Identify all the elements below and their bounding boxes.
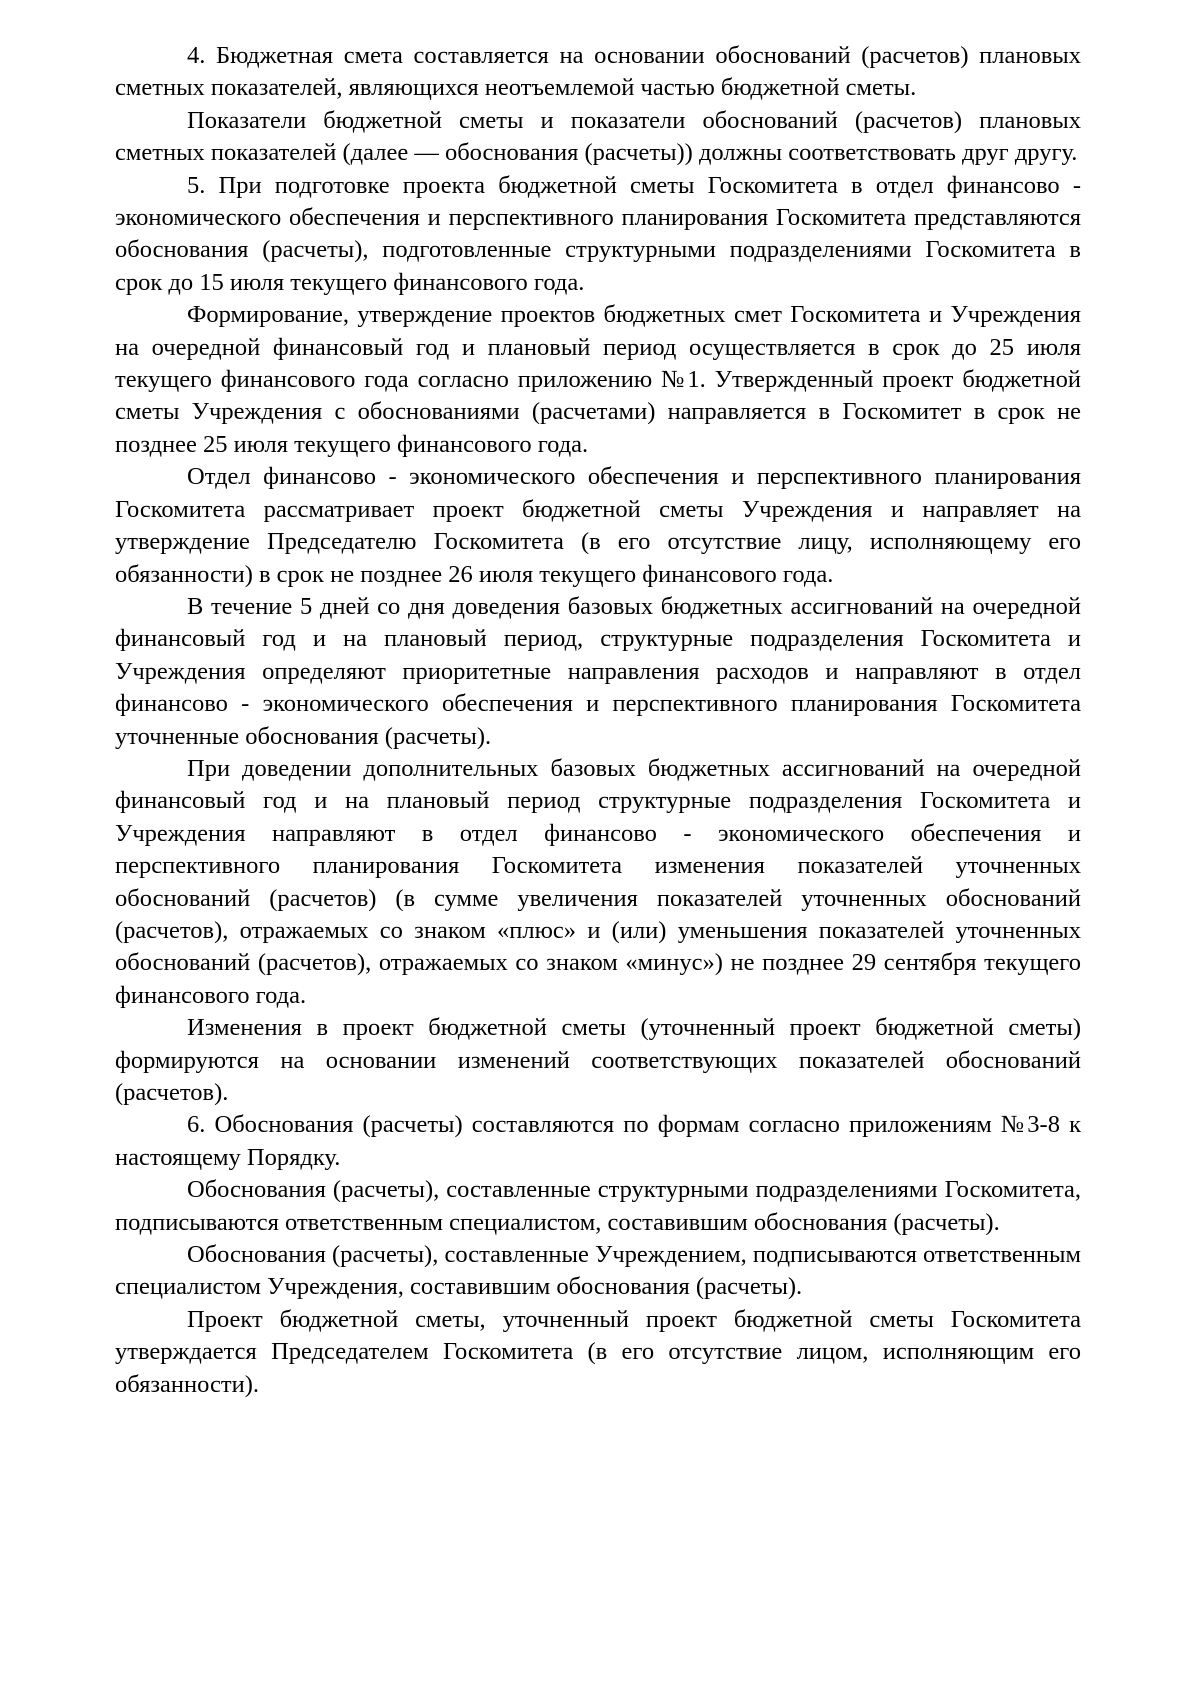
paragraph-additional-allocations: При доведении дополнительных базовых бюджетных ассигнований на очередной финансовый год и на плановый период структурные подразделения Госкомитета и Учреждения направляют в отдел финансово - экономического обеспечения и перспективного планирования Госкомитета изменения показателей уточненных обоснований (расчетов) (в сумме увеличения показателей уточненных обоснований (расчетов), отражаемых со знаком «плюс» и (или) уменьшения показателей уточненных обоснований (расчетов), отражаемых со знаком «минус») не позднее 29 сентября текущего финансового года. bbox=[115, 754, 1081, 1009]
paragraph-indicators: Показатели бюджетной сметы и показатели обоснований (расчетов) плановых сметных показателей (далее — обоснования (расчеты)) должны соответствовать друг другу. bbox=[115, 106, 1081, 167]
paragraph-changes: Изменения в проект бюджетной сметы (уточненный проект бюджетной сметы) формируются на основании изменений соответствующих показателей обоснований (расчетов). bbox=[115, 1014, 1081, 1106]
paragraph-formation: Формирование, утверждение проектов бюджетных смет Госкомитета и Учреждения на очередной финансовый год и плановый период осуществляется в срок до 25 июля текущего финансового года согласно приложению №1. Утвержденный проект бюджетной сметы Учреждения с обоснованиями (расчетами) направляется в Госкомитет в срок не позднее 25 июля текущего финансового года. bbox=[115, 301, 1081, 458]
paragraph-approval: Проект бюджетной сметы, уточненный проект бюджетной сметы Госкомитета утверждается Председателем Госкомитета (в его отсутствие лицом, исполняющим его обязанности). bbox=[115, 1305, 1081, 1398]
paragraph-signing-institution: Обоснования (расчеты), составленные Учреждением, подписываются ответственным специалистом Учреждения, составившим обоснования (расчеты). bbox=[115, 1241, 1081, 1301]
document-page bbox=[115, 40, 1081, 1401]
paragraph-signing-departments: Обоснования (расчеты), составленные структурными подразделениями Госкомитета, подписываются ответственным специалистом, составившим обоснования (расчеты). bbox=[115, 1176, 1081, 1236]
paragraph-4: 4. Бюджетная смета составляется на основании обоснований (расчетов) плановых сметных показателей, являющихся неотъемлемой частью бюджетной сметы. bbox=[115, 42, 1081, 102]
paragraph-department-review: Отдел финансово - экономического обеспечения и перспективного планирования Госкомитета рассматривает проект бюджетной сметы Учреждения и направляет на утверждение Председателю Госкомитета (в его отсутствие лицу, исполняющему его обязанности) в срок не позднее 26 июля текущего финансового года. bbox=[115, 463, 1081, 588]
paragraph-five-days: В течение 5 дней со дня доведения базовых бюджетных ассигнований на очередной финансовый год и на плановый период, структурные подразделения Госкомитета и Учреждения определяют приоритетные направления расходов и направляют в отдел финансово - экономического обеспечения и перспективного планирования Госкомитета уточненные обоснования (расчеты). bbox=[115, 592, 1081, 750]
paragraph-5: 5. При подготовке проекта бюджетной сметы Госкомитета в отдел финансово - экономического обеспечения и перспективного планирования Госкомитета представляются обоснования (расчеты), подготовленные структурными подразделениями Госкомитета в срок до 15 июля текущего финансового года. bbox=[115, 171, 1081, 296]
paragraph-6: 6. Обоснования (расчеты) составляются по формам согласно приложениям №3-8 к настоящему Порядку. bbox=[115, 1111, 1081, 1171]
